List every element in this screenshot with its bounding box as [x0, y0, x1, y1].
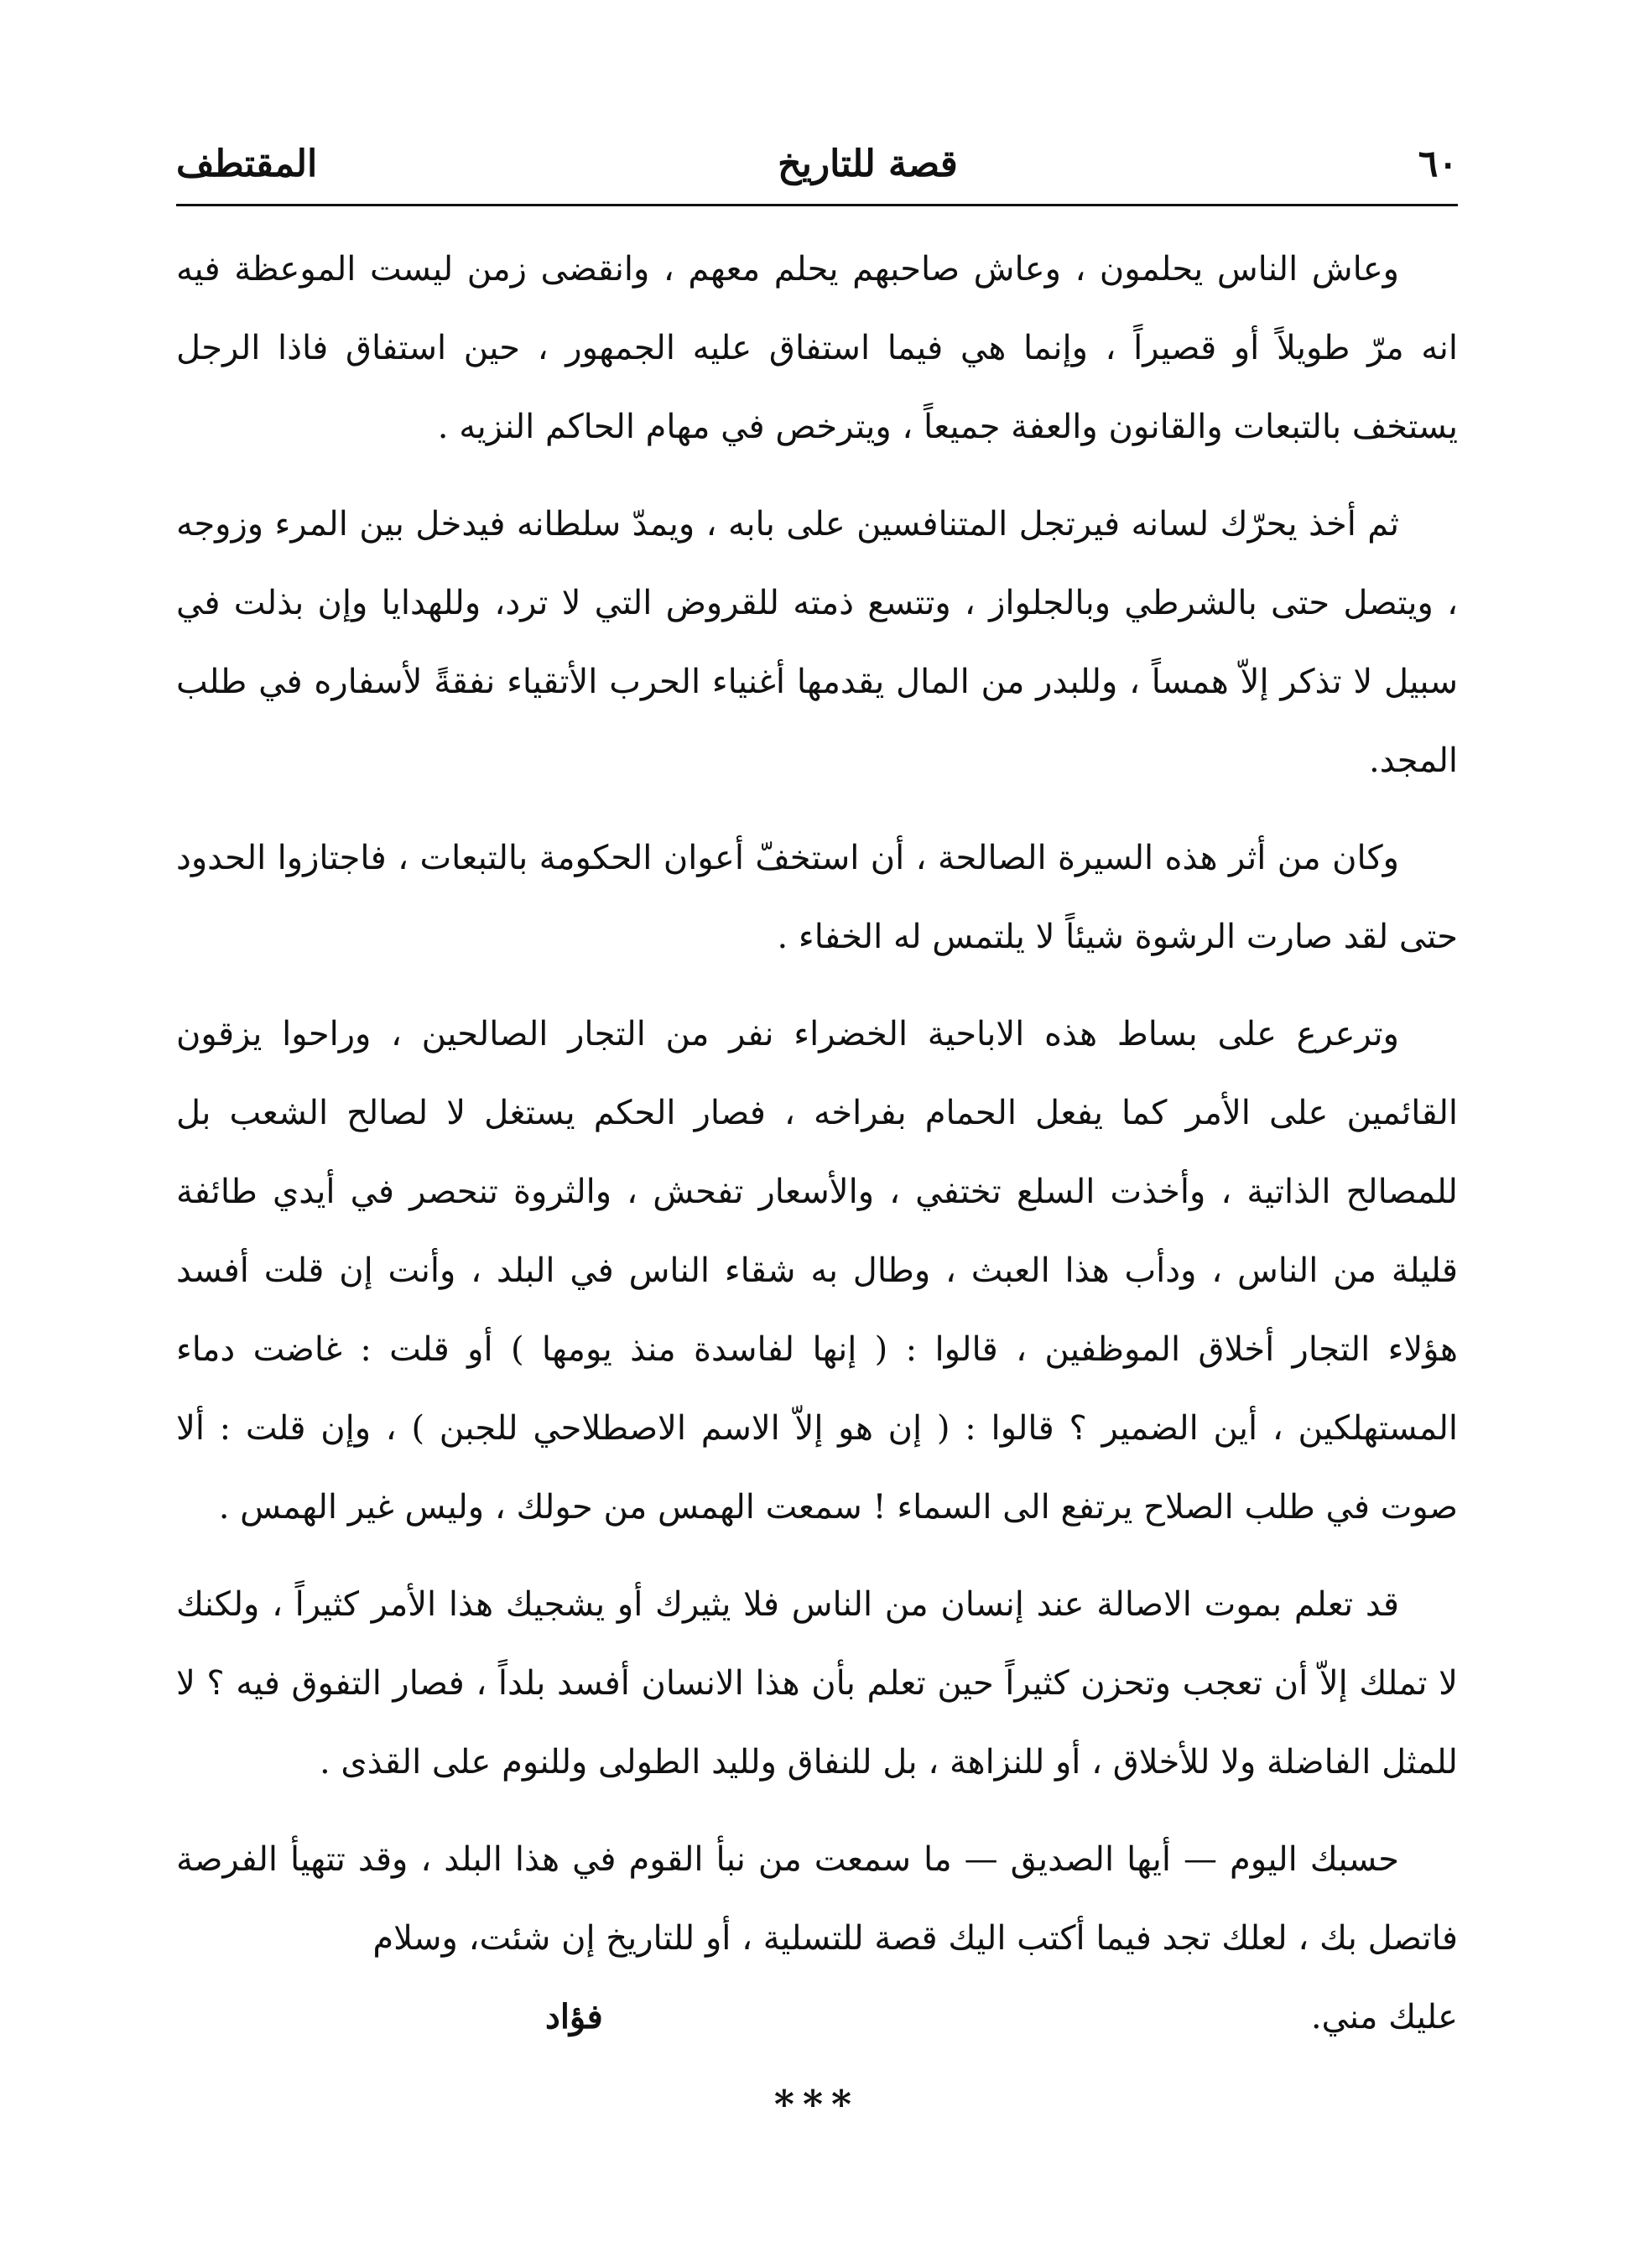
page-number: ٦٠: [1418, 143, 1458, 185]
header-rule: [176, 204, 1458, 206]
section-ornament: ***: [773, 2082, 861, 2127]
running-title: قصة للتاريخ: [778, 143, 958, 185]
paragraph: وترعرع على بساط هذه الاباحية الخضراء نفر من التجار الصالحين ، وراحوا يزقون القائمين على الأمر كما يفعل الحمام بفراخه ، فصار الحكم يستغل لا لصالح الشعب بل للمصالح الذاتية ، وأخذت السلع تختفي ، والأسعار تفحش ، والثروة تنحصر في أيدي طائفة قليلة من الناس ، ودأب هذا العبث ، وطال به شقاء الناس في البلد ، وأنت إن قلت أفسد هؤلاء التجار أخلاق الموظفين ، قالوا : ( إنها لفاسدة منذ يومها ) أو قلت : غاضت دماء المستهلكين ، أين الضمير ؟ قالوا : ( إن هو إلاّ الاسم الاصطلاحي للجبن ) ، وإن قلت : ألا صوت في طلب الصلاح يرتفع الى السماء ! سمعت الهمس من حولك ، وليس غير الهمس .: [176, 1015, 1459, 1527]
paragraph: حسبك اليوم — أيها الصديق — ما سمعت من نبأ القوم في هذا البلد ، وقد تتهيأ الفرصة فاتصل بك ، لعلك تجد فيما أكتب اليك قصة للتسلية ، أو للتاريخ إن شئت، وسلام: [176, 1840, 1458, 1958]
article-body: [176, 230, 1458, 1978]
page-header: [176, 143, 1458, 204]
closing-line: [176, 1978, 1458, 2057]
paragraph: وكان من أثر هذه السيرة الصالحة ، أن استخفّ أعوان الحكومة بالتبعات ، فاجتازوا الحدود حتى لقد صارت الرشوة شيئاً لا يلتمس له الخفاء .: [176, 839, 1458, 956]
journal-name: المقتطف: [176, 143, 318, 185]
closing-text: عليك مني.: [1310, 1998, 1458, 2037]
paragraph: ثم أخذ يحرّك لسانه فيرتجل المتنافسين على بابه ، ويمدّ سلطانه فيدخل بين المرء وزوجه ، ويتصل حتى بالشرطي وبالجلواز ، وتتسع ذمته للقروض التي لا ترد، وللهدايا وإن بذلت في سبيل لا تذكر إلاّ همساً ، وللبدر من المال يقدمها أغنياء الحرب الأتقياء نفقةً لأسفاره في طلب المجد.: [176, 505, 1458, 780]
paragraph: قد تعلم بموت الاصالة عند إنسان من الناس فلا يثيرك أو يشجيك هذا الأمر كثيراً ، ولكنك لا تملك إلاّ أن تعجب وتحزن كثيراً حين تعلم بأن هذا الانسان أفسد بلداً ، فصار التفوق فيه ؟ لا للمثل الفاضلة ولا للأخلاق ، أو للنزاهة ، بل للنفاق ولليد الطولى وللنوم على القذى .: [176, 1585, 1458, 1782]
paragraph: وعاش الناس يحلمون ، وعاش صاحبهم يحلم معهم ، وانقضى زمن ليست الموعظة فيه انه مرّ طويلاً أو قصيراً ، وإنما هي فيما استفاق عليه الجمهور ، حين استفاق فاذا الرجل يستخف بالتبعات والقانون والعفة جميعاً ، ويترخص في مهام الحاكم النزيه .: [176, 250, 1458, 446]
author-signature: فؤاد: [545, 1997, 603, 2037]
